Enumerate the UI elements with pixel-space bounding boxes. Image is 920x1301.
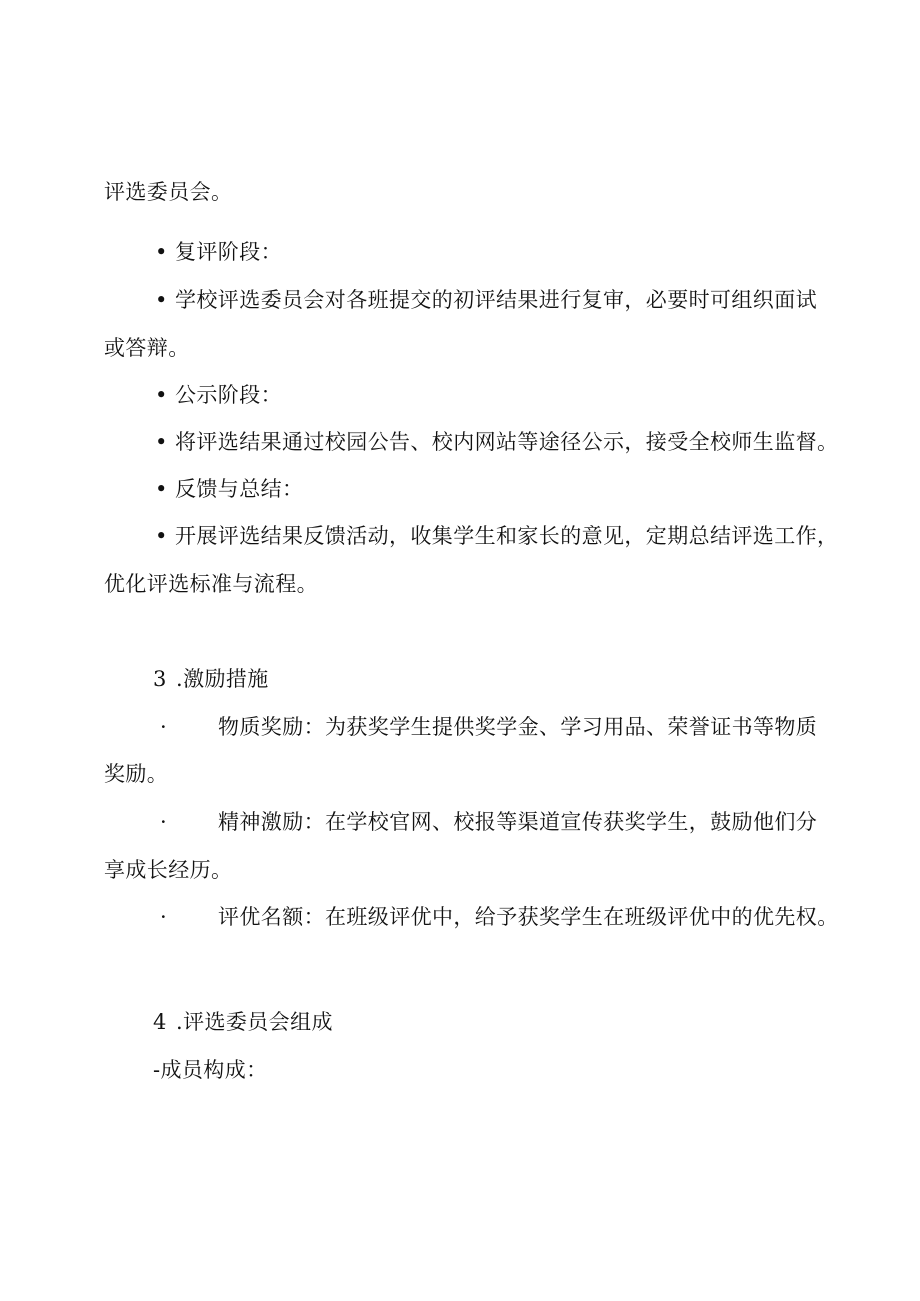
review-stage-text-cont: 或答辩。 <box>104 336 190 360</box>
bullet-icon: • <box>155 288 168 312</box>
section-3-number: 3 <box>153 667 167 691</box>
feedback-title: 反馈与总结： <box>175 477 304 501</box>
section-4-heading: .评选委员会组成 <box>176 1010 333 1034</box>
spiritual-incentive-text-cont: 享成长经历。 <box>104 858 233 882</box>
section-4-number: 4 <box>153 1010 167 1034</box>
members-label: -成员构成： <box>153 1058 268 1082</box>
paragraph-continuation: 评选委员会。 <box>104 180 233 204</box>
feedback-text: 开展评选结果反馈活动，收集学生和家长的意见，定期总结评选工作， <box>175 524 839 548</box>
bullet-icon: • <box>155 524 168 548</box>
spiritual-incentive-text: 精神激励：在学校官网、校报等渠道宣传获奖学生，鼓励他们分 <box>218 810 818 834</box>
bullet-icon: · <box>160 715 167 739</box>
publicity-stage-text: 将评选结果通过校园公告、校内网站等途径公示，接受全校师生监督。 <box>175 430 839 454</box>
bullet-icon: • <box>155 477 168 501</box>
publicity-stage-title: 公示阶段： <box>175 383 282 407</box>
bullet-icon: · <box>160 810 167 834</box>
review-stage-text: 学校评选委员会对各班提交的初评结果进行复审，必要时可组织面试 <box>175 288 817 312</box>
material-reward-text-cont: 奖励。 <box>104 762 169 786</box>
feedback-text-cont: 优化评选标准与流程。 <box>104 572 318 596</box>
material-reward-text: 物质奖励：为获奖学生提供奖学金、学习用品、荣誉证书等物质 <box>218 715 818 739</box>
quota-text: 评优名额：在班级评优中，给予获奖学生在班级评优中的优先权。 <box>218 905 839 929</box>
bullet-icon: · <box>160 905 167 929</box>
bullet-icon: • <box>155 240 168 264</box>
review-stage-title: 复评阶段： <box>175 240 282 264</box>
section-3-heading: .激励措施 <box>176 667 269 691</box>
bullet-icon: • <box>155 430 168 454</box>
bullet-icon: • <box>155 383 168 407</box>
